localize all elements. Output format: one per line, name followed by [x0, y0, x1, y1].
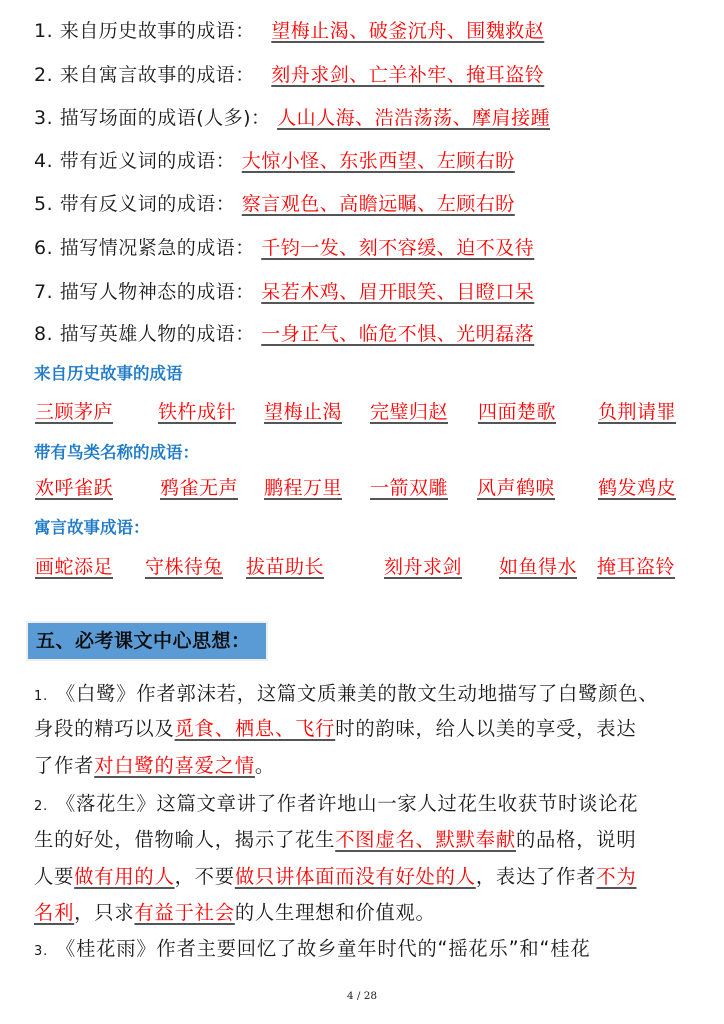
paragraph-number: 1.: [34, 689, 49, 704]
idiom-category-item: [34, 320, 534, 348]
text-run: 生的好处，借物喻人，揭示了花生: [34, 828, 336, 851]
text-run: 人要: [34, 865, 75, 888]
text-run: ，表达了作者: [475, 865, 597, 888]
category-label: 描写情况紧急的成语：: [59, 237, 255, 259]
text-run: 的人生理想和价值观。: [234, 901, 436, 924]
paragraph-line: [34, 826, 636, 854]
category-label: 带有近义词的成语：: [59, 150, 236, 172]
paragraph-line: [34, 680, 658, 711]
category-answer: 一身正气、临危不惧、光明磊落: [261, 323, 535, 345]
idiom-word: 鹏程万里: [264, 477, 343, 499]
category-number: 2.: [34, 64, 54, 86]
category-label: 来自历史故事的成语：: [59, 20, 255, 42]
idiom-category-item: [34, 147, 515, 175]
highlighted-text: 做有用的人: [74, 865, 175, 888]
category-label: 描写英雄人物的成语：: [59, 323, 255, 345]
highlighted-text: 名利: [34, 901, 75, 924]
group-heading: 来自历史故事的成语: [34, 364, 183, 383]
idiom-word: 鹤发鸡皮: [598, 477, 677, 499]
text-run: 时的韵味，给人以美的享受，表达: [335, 717, 637, 740]
idiom-word: 负荆请罪: [598, 401, 677, 423]
paragraph-line: [34, 863, 636, 891]
category-answer: 察言观色、高瞻远瞩、左顾右盼: [241, 193, 515, 215]
group-heading: 带有鸟类名称的成语：: [34, 443, 199, 462]
text-run: 《桂花雨》作者主要回忆了故乡童年时代的“摇花乐”和“桂花: [56, 937, 591, 960]
category-label: 描写场面的成语(人多)：: [59, 107, 271, 129]
category-answer: 千钧一发、刻不容缓、迫不及待: [261, 237, 535, 259]
idiom-category-item: [34, 190, 515, 218]
idiom-category-item: [34, 234, 534, 262]
idiom-word: 欢呼雀跃: [35, 477, 114, 499]
text-run: 了作者: [34, 754, 95, 777]
idiom-word: 鸦雀无声: [160, 477, 239, 499]
category-number: 6.: [34, 237, 54, 259]
paragraph-line: [34, 899, 436, 927]
category-number: 7.: [34, 281, 54, 303]
category-label: 来自寓言故事的成语：: [59, 64, 255, 86]
category-answer: 人山人海、浩浩荡荡、摩肩接踵: [277, 107, 551, 129]
idiom-word: 三顾茅庐: [35, 401, 114, 423]
idiom-word: 铁杵成针: [158, 401, 237, 423]
category-number: 3.: [34, 107, 54, 129]
paragraph-line: [34, 935, 590, 966]
highlighted-text: 不为: [596, 865, 637, 888]
idiom-word: 一箭双雕: [370, 477, 449, 499]
page-indicator: 4 / 28: [346, 990, 378, 1002]
idiom-word: 画蛇添足: [35, 556, 114, 578]
category-number: 5.: [34, 193, 54, 215]
highlighted-text: 有益于社会: [134, 901, 235, 924]
text-run: ，不要: [174, 865, 235, 888]
group-heading: 寓言故事成语：: [34, 518, 150, 537]
idiom-word: 拔苗助长: [246, 556, 325, 578]
paragraph-number: 2.: [34, 799, 49, 814]
highlighted-text: 做只讲体面而没有好处的人: [234, 865, 476, 888]
highlighted-text: 不图虚名、默默奉献: [335, 828, 516, 851]
category-answer: 大惊小怪、东张西望、左顾右盼: [241, 150, 515, 172]
paragraph-line: [34, 752, 275, 780]
idiom-word: 望梅止渴: [264, 401, 343, 423]
idiom-word: 四面楚歌: [478, 401, 557, 423]
category-number: 8.: [34, 323, 54, 345]
idiom-category-item: [34, 17, 544, 45]
text-run: 身段的精巧以及: [34, 717, 175, 740]
idiom-word: 掩耳盗铃: [597, 556, 676, 578]
category-number: 1.: [34, 20, 54, 42]
text-run: 《白鹭》作者郭沫若，这篇文质兼美的散文生动地描写了白鹭颜色、: [56, 682, 659, 705]
idiom-word: 守株待兔: [145, 556, 224, 578]
idiom-word: 刻舟求剑: [384, 556, 463, 578]
text-run: 的品格，说明: [515, 828, 637, 851]
category-answer: 望梅止渴、破釜沉舟、围魏救赵: [271, 20, 545, 42]
idiom-word: 完璧归赵: [370, 401, 449, 423]
category-number: 4.: [34, 150, 54, 172]
category-label: 描写人物神态的成语：: [59, 281, 255, 303]
idiom-category-item: [34, 104, 550, 132]
category-answer: 刻舟求剑、亡羊补牢、掩耳盗铃: [271, 64, 545, 86]
category-answer: 呆若木鸡、眉开眼笑、目瞪口呆: [261, 281, 535, 303]
text-run: 《落花生》这篇文章讲了作者许地山一家人过花生收获节时谈论花: [56, 792, 639, 815]
idiom-word: 如鱼得水: [499, 556, 578, 578]
category-label: 带有反义词的成语：: [59, 193, 236, 215]
idiom-category-item: [34, 61, 544, 89]
text-run: 。: [254, 754, 275, 777]
highlighted-text: 对白鹭的喜爱之情: [94, 754, 255, 777]
highlighted-text: 觅食、栖息、飞行: [174, 717, 336, 740]
paragraph-line: [34, 715, 636, 743]
text-run: ，只求: [74, 901, 135, 924]
paragraph-number: 3.: [34, 944, 49, 959]
idiom-category-item: [34, 278, 534, 306]
section-heading: [26, 621, 268, 661]
paragraph-line: [34, 790, 638, 821]
idiom-word: 风声鹤唳: [477, 477, 556, 499]
section-title: 五、必考课文中心思想：: [28, 623, 266, 659]
